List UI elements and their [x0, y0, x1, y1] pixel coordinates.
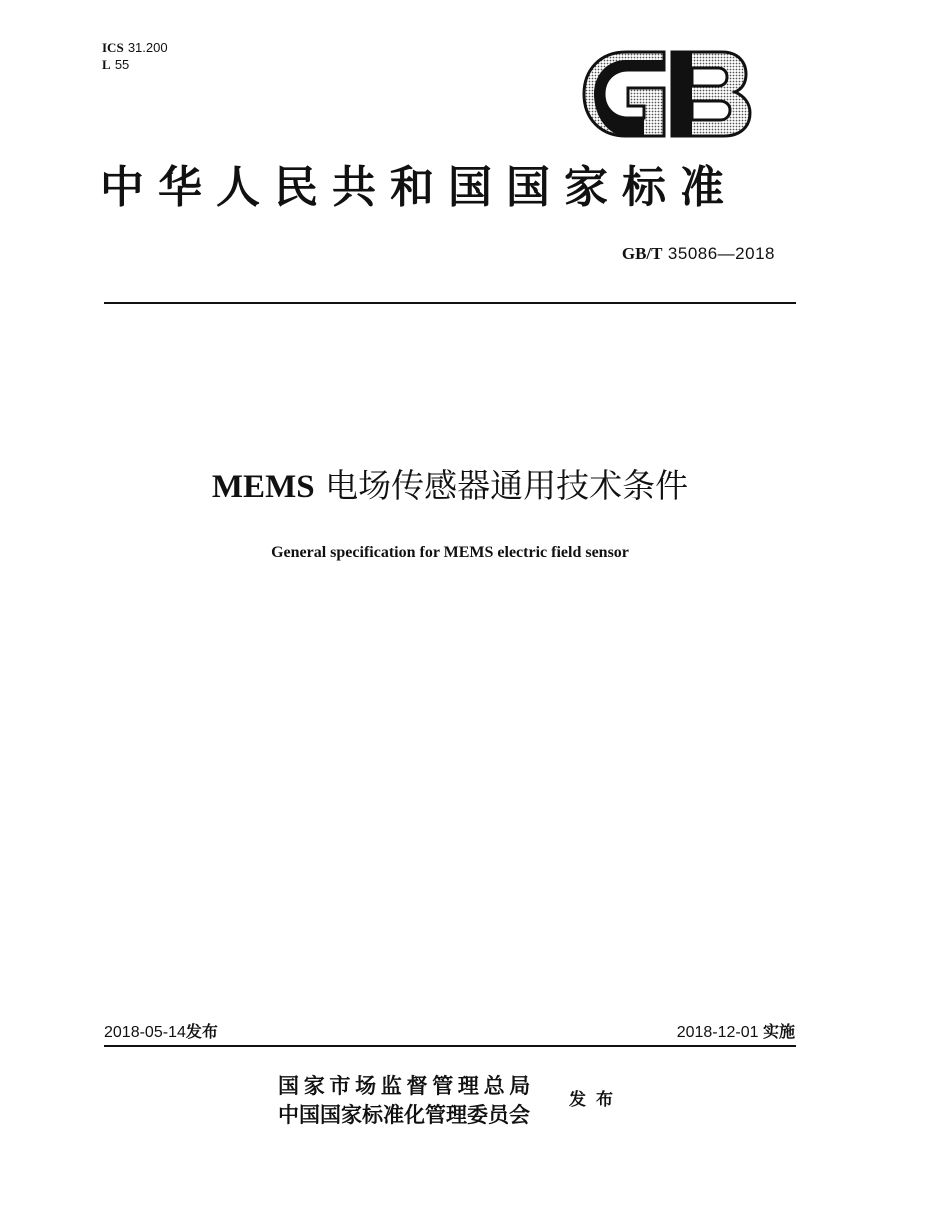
standard-prefix: GB/T — [621, 244, 663, 263]
issue-date: 2018-05-14 — [104, 1024, 186, 1041]
issue-label: 发布 — [185, 1022, 218, 1041]
gb-logo-b-shadow — [672, 52, 692, 136]
document-title-en: General specification for MEMS electric field sensor — [271, 544, 629, 561]
standard-number — [622, 244, 775, 264]
ccs-value: 55 — [114, 57, 130, 72]
issuing-authorities — [278, 1071, 535, 1129]
bottom-divider — [104, 1045, 796, 1047]
issue-date-line — [104, 1022, 218, 1043]
gb-logo — [582, 50, 752, 138]
standard-code: 35086—2018 — [667, 244, 775, 263]
title-cn-text: 电场传感器通用技术条件 — [325, 466, 689, 505]
publish-label: 发布 — [569, 1090, 623, 1110]
document-title-cn — [0, 466, 900, 507]
ics-value: 31.200 — [127, 40, 168, 55]
issuer-samr: 国家市场监督管理总局 — [278, 1073, 535, 1098]
implementation-date: 2018-12-01 — [676, 1024, 759, 1041]
title-cn-latin: MEMS — [211, 469, 315, 505]
ics-label: ICS — [102, 40, 124, 55]
implementation-label: 实施 — [762, 1022, 795, 1041]
ics-code — [102, 40, 168, 57]
national-standard-title: 中华人民共和国国家标准 — [100, 162, 738, 213]
issuer-sac: 中国国家标准化管理委员会 — [278, 1102, 530, 1127]
implementation-date-line — [677, 1022, 795, 1043]
top-divider — [104, 302, 796, 304]
ccs-label: L — [102, 57, 111, 72]
ccs-code — [102, 57, 168, 74]
classification-codes — [102, 40, 168, 74]
